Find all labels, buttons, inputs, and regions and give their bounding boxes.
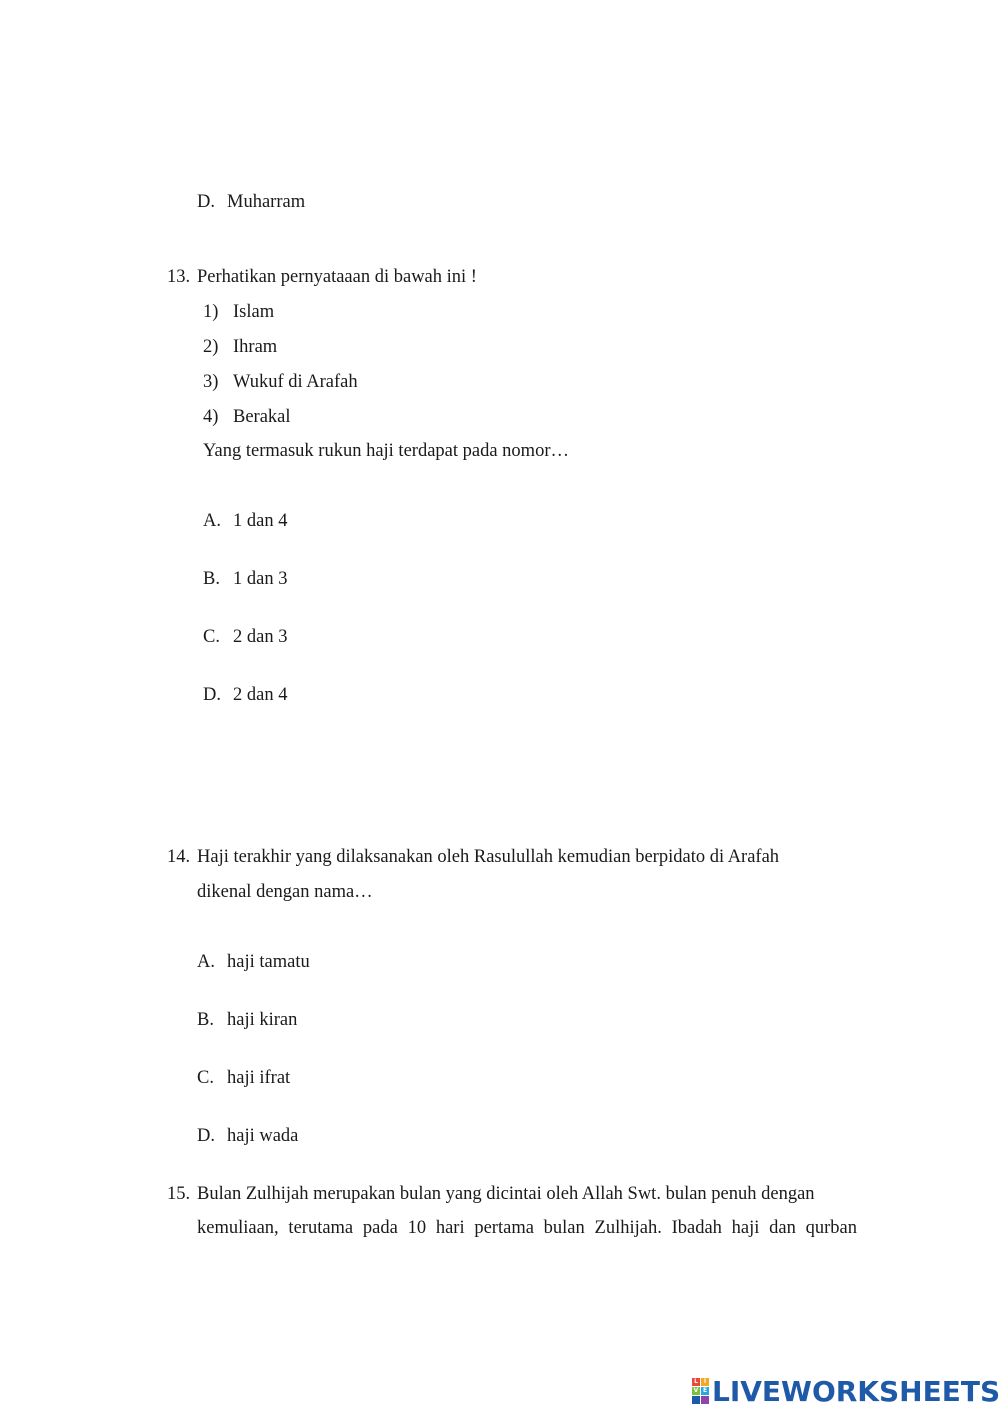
logo-mark-cell: L [692,1378,700,1386]
liveworksheets-logo [692,1376,1000,1406]
q13-item-4 [203,405,291,429]
option-text: Muharram [227,192,306,212]
option-text: 2 dan 4 [233,685,288,705]
question-text: Perhatikan pernyataaan di bawah ini ! [197,267,477,287]
option-label: B. [197,1010,214,1030]
q15-prompt-line-1 [167,1182,815,1206]
option-label: D. [197,1126,215,1146]
option-text: 2 dan 3 [233,627,288,647]
q13-item-2 [203,335,277,359]
option-text: haji kiran [227,1010,298,1030]
item-number: 1) [203,302,219,322]
item-text: Ihram [233,337,278,357]
option-label: C. [203,627,220,647]
item-number: 2) [203,337,219,357]
logo-mark-cell: V [693,1387,699,1394]
option-label: C. [197,1068,214,1088]
question-text: Bulan Zulhijah merupakan bulan yang dicintai oleh Allah Swt. bulan penuh dengan [197,1184,815,1204]
q14-prompt-line-1 [167,845,779,869]
q13-option-b[interactable] [203,567,287,591]
option-label: B. [203,569,220,589]
question-text: Haji terakhir yang dilaksanakan oleh Rasulullah kemudian berpidato di Arafah [197,847,780,867]
item-text: Berakal [233,407,291,427]
q14-option-d[interactable] [197,1124,298,1148]
q14-option-a[interactable] [197,950,310,974]
question-number: 13. [167,267,191,287]
q13-question: Yang termasuk rukun haji terdapat pada nomor… [203,441,569,461]
option-label: A. [197,952,215,972]
q14-option-b[interactable] [197,1008,297,1032]
option-text: haji wada [227,1126,299,1146]
option-text: 1 dan 3 [233,569,288,589]
item-text: Islam [233,302,275,322]
q13-option-a[interactable] [203,509,287,533]
logo-mark-icon [692,1378,709,1404]
option-text: haji ifrat [227,1068,291,1088]
logo-mark-cell [701,1396,709,1404]
logo-text: LIVEWORKSHEETS [712,1374,1000,1408]
option-text: 1 dan 4 [233,511,288,531]
q13-item-1 [203,300,274,324]
q14-option-c[interactable] [197,1066,290,1090]
logo-mark-cell: E [702,1387,708,1394]
item-number: 4) [203,407,219,427]
logo-mark-cell [692,1396,700,1404]
q14-prompt-line-2: dikenal dengan nama… [197,882,373,902]
option-label: D. [203,685,221,705]
item-text: Wukuf di Arafah [233,372,358,392]
option-label: A. [203,511,221,531]
q13-prompt [167,265,477,289]
option-label: D. [197,192,215,212]
q13-item-3 [203,370,358,394]
logo-mark-cell: I [701,1378,709,1386]
q12-option-d [197,190,305,214]
q13-option-c[interactable] [203,625,287,649]
question-number: 15. [167,1184,191,1204]
item-number: 3) [203,372,219,392]
q13-option-d[interactable] [203,683,287,707]
question-number: 14. [167,847,191,867]
q15-prompt-line-2: kemuliaan, terutama pada 10 hari pertama bulan Zulhijah. Ibadah haji dan qurban [197,1218,857,1238]
option-text: haji tamatu [227,952,310,972]
